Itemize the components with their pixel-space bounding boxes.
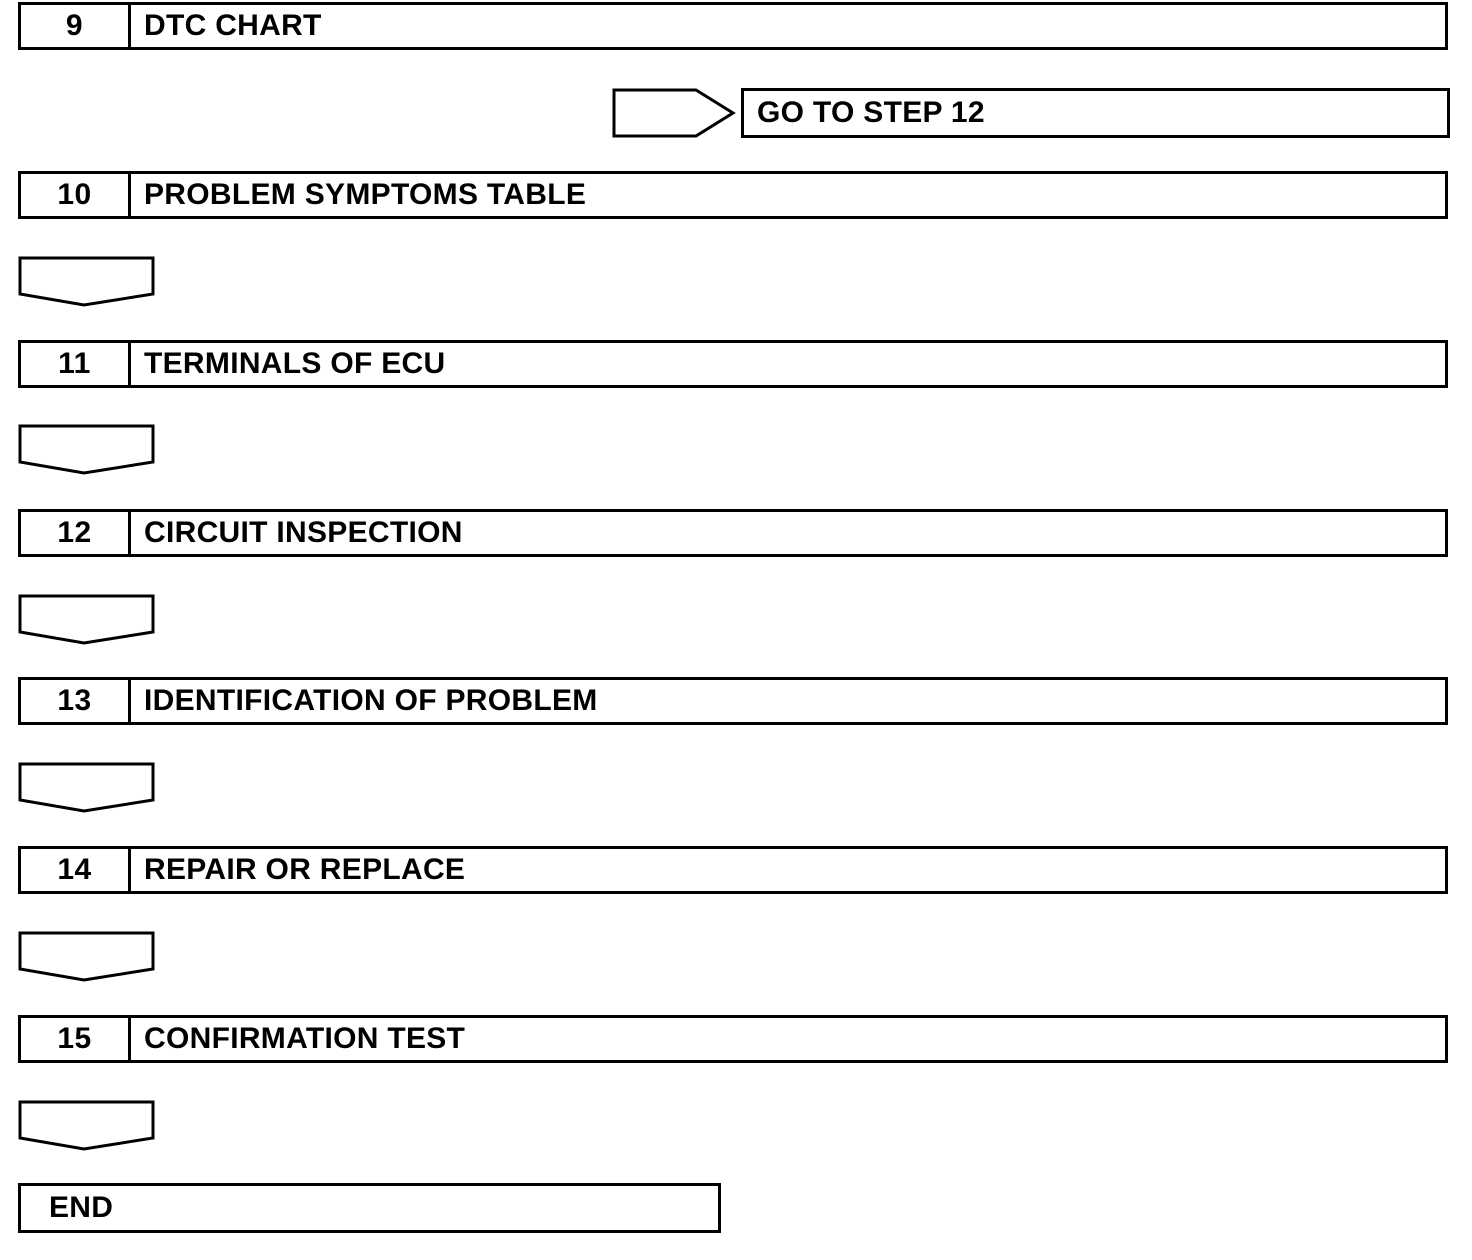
step-number: 15 bbox=[21, 1018, 131, 1060]
step-12-box bbox=[18, 509, 1448, 557]
end-box: END bbox=[18, 1183, 721, 1233]
flow-arrow-down-icon bbox=[18, 594, 155, 646]
step-label: CIRCUIT INSPECTION bbox=[144, 516, 463, 549]
step-11-box bbox=[18, 340, 1448, 388]
step-label: IDENTIFICATION OF PROBLEM bbox=[144, 684, 598, 717]
step-label: CONFIRMATION TEST bbox=[144, 1022, 466, 1055]
flow-arrow-down-icon bbox=[18, 931, 155, 983]
step-label: REPAIR OR REPLACE bbox=[144, 853, 466, 886]
step-number: 10 bbox=[21, 174, 131, 216]
step-number: 11 bbox=[21, 343, 131, 385]
step-number: 14 bbox=[21, 849, 131, 891]
step-label: TERMINALS OF ECU bbox=[144, 347, 446, 380]
step-label: PROBLEM SYMPTOMS TABLE bbox=[144, 178, 587, 211]
branch-arrow-right-icon bbox=[612, 86, 738, 140]
step-number: 9 bbox=[21, 5, 131, 47]
step-15-box bbox=[18, 1015, 1448, 1063]
step-number: 13 bbox=[21, 680, 131, 722]
step-9-box bbox=[18, 2, 1448, 50]
step-13-box bbox=[18, 677, 1448, 725]
goto-step-box: GO TO STEP 12 bbox=[741, 88, 1450, 138]
flow-arrow-down-icon bbox=[18, 762, 155, 814]
step-label: DTC CHART bbox=[144, 9, 322, 42]
step-10-box bbox=[18, 171, 1448, 219]
step-number: 12 bbox=[21, 512, 131, 554]
flow-arrow-down-icon bbox=[18, 424, 155, 476]
step-14-box bbox=[18, 846, 1448, 894]
flow-arrow-down-icon bbox=[18, 256, 155, 308]
flow-arrow-down-icon bbox=[18, 1100, 155, 1152]
